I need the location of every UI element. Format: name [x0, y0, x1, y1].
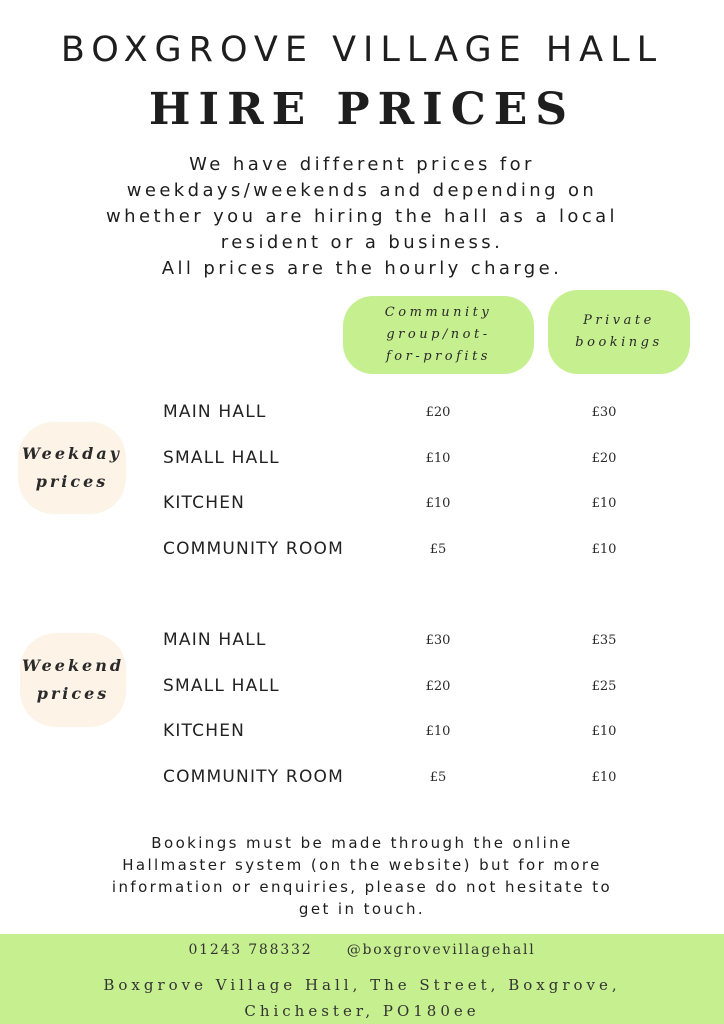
intro-line: whether you are hiring the hall as a local	[106, 206, 618, 227]
weekend-row-small-hall: SMALL HALL	[163, 676, 280, 696]
weekday-small-hall-private-price: £20	[591, 451, 617, 466]
phone-number: 01243 788332	[188, 942, 313, 958]
weekend-row-main-hall: MAIN HALL	[163, 630, 267, 650]
intro-line: resident or a business.	[220, 232, 504, 253]
column-header-community	[343, 296, 534, 374]
weekday-kitchen-private-price: £10	[591, 496, 617, 511]
address-line: Chichester, PO180ee	[244, 1002, 480, 1020]
weekend-kitchen-private-price: £10	[591, 724, 617, 739]
weekend-kitchen-community-price: £10	[425, 724, 451, 739]
weekday-row-small-hall: SMALL HALL	[163, 448, 280, 468]
address	[0, 972, 724, 1024]
weekday-small-hall-community-price: £10	[425, 451, 451, 466]
weekday-community-room-private-price: £10	[591, 542, 617, 557]
weekend-community-room-private-price: £10	[591, 770, 617, 785]
hall-name-heading: BOXGROVE VILLAGE HALL	[60, 30, 664, 70]
weekend-row-community-room: COMMUNITY ROOM	[163, 767, 344, 787]
badge-line: Weekend	[21, 656, 125, 675]
badge-line: Weekday	[22, 444, 122, 463]
weekday-row-kitchen: KITCHEN	[163, 493, 246, 513]
column-header-private	[548, 290, 690, 374]
weekday-kitchen-community-price: £10	[425, 496, 451, 511]
intro-line: All prices are the hourly charge.	[161, 258, 563, 279]
column-header-line: for-profits	[386, 349, 491, 364]
booking-note-line: get in touch.	[298, 900, 426, 918]
intro-line: We have different prices for	[189, 154, 535, 175]
weekend-small-hall-community-price: £20	[425, 679, 451, 694]
address-line: Boxgrove Village Hall, The Street, Boxgrove,	[103, 976, 621, 994]
weekday-prices-badge	[18, 422, 126, 514]
weekday-main-hall-private-price: £30	[591, 405, 617, 420]
contact-line	[0, 942, 724, 958]
weekday-row-community-room: COMMUNITY ROOM	[163, 539, 344, 559]
weekend-prices-badge	[20, 633, 126, 727]
column-header-line: Private	[583, 313, 655, 328]
social-handle: @boxgrovevillagehall	[346, 942, 536, 958]
weekend-row-kitchen: KITCHEN	[163, 721, 246, 741]
weekend-main-hall-community-price: £30	[425, 633, 451, 648]
weekend-community-room-community-price: £5	[429, 770, 447, 785]
badge-line: prices	[36, 684, 110, 703]
weekday-row-main-hall: MAIN HALL	[163, 402, 267, 422]
page-title: HIRE PRICES	[148, 84, 576, 135]
booking-note-line: Bookings must be made through the online	[151, 834, 573, 852]
booking-note-line: Hallmaster system (on the website) but for more	[122, 856, 602, 874]
weekday-community-room-community-price: £5	[429, 542, 447, 557]
intro-line: weekdays/weekends and depending on	[126, 180, 598, 201]
weekday-main-hall-community-price: £20	[425, 405, 451, 420]
weekend-main-hall-private-price: £35	[591, 633, 617, 648]
column-header-line: bookings	[575, 335, 663, 350]
intro-text	[40, 152, 684, 282]
weekend-small-hall-private-price: £25	[591, 679, 617, 694]
column-header-line: Community	[384, 305, 493, 320]
booking-note-line: information or enquiries, please do not hesitate to	[111, 878, 613, 896]
booking-note	[30, 832, 694, 920]
badge-line: prices	[35, 472, 109, 491]
column-header-line: group/not-	[386, 327, 491, 342]
